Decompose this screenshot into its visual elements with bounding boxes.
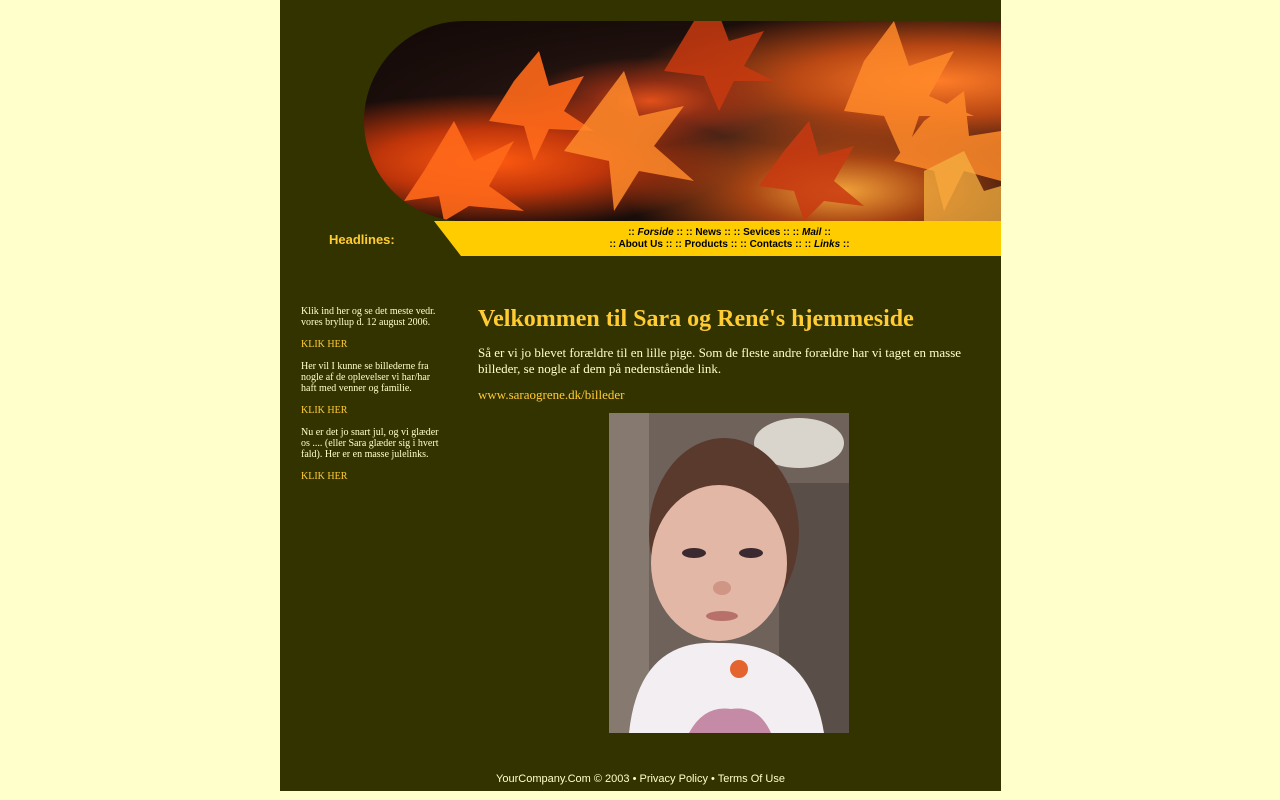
nav-row-2: :: About Us :: :: Products :: :: Contacts :: :: Links :: bbox=[609, 239, 850, 250]
nav-link-products[interactable]: Products bbox=[684, 239, 728, 250]
intro-text: Så er vi jo blevet forældre til en lille pige. Som de fleste andre forældre har vi taget en masse billeder, se nogle af dem på nedenstående link. bbox=[478, 345, 962, 376]
nav-link-links[interactable]: Links bbox=[814, 239, 841, 250]
photos-link[interactable]: www.saraogrene.dk/billeder bbox=[478, 387, 625, 402]
page-container bbox=[280, 0, 1001, 791]
nav-link-forside[interactable]: Forside bbox=[637, 227, 674, 238]
sidebar bbox=[301, 306, 439, 493]
sidebar-link-christmas[interactable]: KLIK HER bbox=[301, 471, 348, 482]
nav-link-sevices[interactable]: Sevices bbox=[743, 227, 781, 238]
nav-link-contacts[interactable]: Contacts bbox=[749, 239, 793, 250]
baby-photo-illustration bbox=[609, 413, 849, 733]
main-content bbox=[478, 303, 978, 403]
nav-row-1: :: Forside :: :: News :: :: Sevices :: :: Mail :: bbox=[628, 227, 831, 238]
autumn-leaves-illustration bbox=[364, 21, 1001, 221]
footer-bullet: • bbox=[711, 773, 715, 785]
baby-photo bbox=[609, 413, 849, 733]
footer bbox=[280, 773, 1001, 785]
footer-bullet: • bbox=[632, 773, 637, 785]
nav-link-about-us[interactable]: About Us bbox=[618, 239, 663, 250]
sidebar-text-wedding: Klik ind her og se det meste vedr. vores bryllup d. 12 august 2006. bbox=[301, 306, 436, 328]
terms-of-use-link[interactable]: Terms Of Use bbox=[717, 773, 785, 785]
privacy-policy-link[interactable]: Privacy Policy bbox=[639, 773, 708, 785]
navigation-bar bbox=[434, 221, 1001, 256]
sidebar-link-wedding[interactable]: KLIK HER bbox=[301, 339, 348, 350]
sidebar-text-friends: Her vil I kunne se billederne fra nogle af de oplevelser vi har/har haft med venner og familie. bbox=[301, 361, 431, 394]
nav-link-news[interactable]: News bbox=[695, 227, 722, 238]
page-title: Velkommen til Sara og René's hjemmeside bbox=[478, 306, 914, 332]
footer-copyright: YourCompany.Com © 2003 bbox=[496, 773, 630, 785]
nav-link-mail[interactable]: Mail bbox=[802, 227, 822, 238]
header-banner-image bbox=[364, 21, 1001, 221]
sidebar-text-christmas: Nu er det jo snart jul, og vi glæder os .... (eller Sara glæder sig i hvert fald). Her er en masse julelinks. bbox=[301, 427, 439, 460]
sidebar-link-friends[interactable]: KLIK HER bbox=[301, 405, 348, 416]
nav-links bbox=[464, 227, 995, 251]
headlines-label: Headlines: bbox=[329, 232, 395, 247]
